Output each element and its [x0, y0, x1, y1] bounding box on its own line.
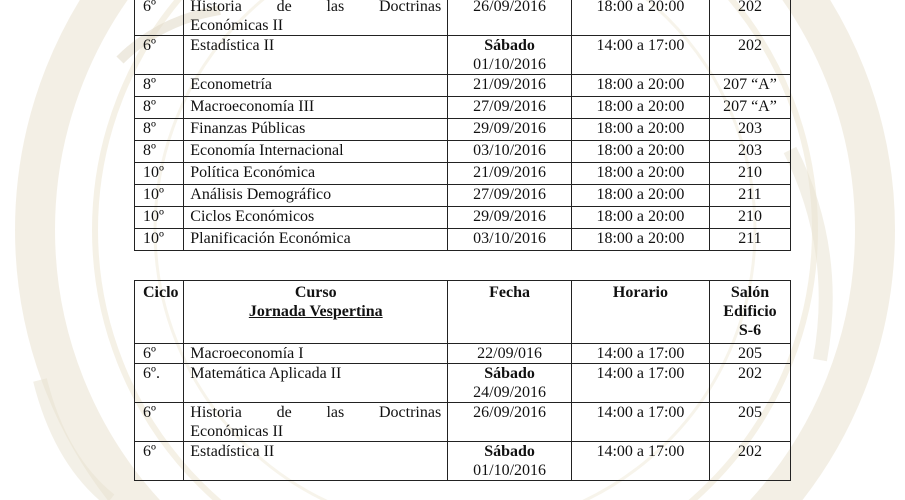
- fecha-cell: 03/10/2016: [448, 229, 572, 251]
- horario-cell: 18:00 a 20:00: [571, 141, 709, 163]
- curso-cell: Política Económica: [184, 163, 448, 185]
- header-curso: [184, 281, 448, 344]
- fecha-cell: 21/09/2016: [448, 75, 572, 97]
- horario-cell: 14:00 a 17:00: [571, 36, 709, 75]
- curso-cell: Historia de las Doctrinas Económicas II: [184, 0, 448, 36]
- fecha-cell: 26/09/2016: [448, 0, 572, 36]
- fecha-cell: Sábado 01/10/2016: [448, 442, 572, 481]
- table-row: [135, 36, 791, 75]
- ciclo-cell: 6º: [135, 36, 184, 75]
- ciclo-cell: 6º: [135, 442, 184, 481]
- salon-cell: 203: [709, 119, 790, 141]
- fecha-cell: Sábado 01/10/2016: [448, 36, 572, 75]
- horario-cell: 18:00 a 20:00: [571, 163, 709, 185]
- fecha-cell: 27/09/2016: [448, 97, 572, 119]
- header-ciclo: Ciclo: [135, 281, 184, 344]
- header-fecha: Fecha: [448, 281, 572, 344]
- ciclo-cell: 10º: [135, 163, 184, 185]
- salon-cell: 211: [709, 185, 790, 207]
- salon-cell: 202: [709, 442, 790, 481]
- curso-cell: Macroeconomía I: [184, 344, 448, 364]
- curso-cell: Estadística II: [184, 442, 448, 481]
- salon-cell: 202: [709, 0, 790, 36]
- ciclo-cell: 8º: [135, 97, 184, 119]
- curso-cell: Historia de las Doctrinas Económicas II: [184, 403, 448, 442]
- fecha-cell: 29/09/2016: [448, 207, 572, 229]
- fecha-cell: 26/09/2016: [448, 403, 572, 442]
- salon-cell: 210: [709, 163, 790, 185]
- table-row: [135, 141, 791, 163]
- horario-cell: 18:00 a 20:00: [571, 119, 709, 141]
- table-row: [135, 442, 791, 481]
- horario-cell: 14:00 a 17:00: [571, 442, 709, 481]
- table-row: [135, 229, 791, 251]
- table-header-row: [135, 281, 791, 344]
- ciclo-cell: 6º.: [135, 364, 184, 403]
- horario-cell: 18:00 a 20:00: [571, 75, 709, 97]
- horario-cell: 14:00 a 17:00: [571, 364, 709, 403]
- table-row: [135, 97, 791, 119]
- ciclo-cell: 10º: [135, 229, 184, 251]
- table-row: [135, 163, 791, 185]
- curso-cell: Economía Internacional: [184, 141, 448, 163]
- curso-cell: Econometría: [184, 75, 448, 97]
- schedule-table-vespertina: [134, 280, 791, 481]
- header-salon: Salón Edificio S-6: [709, 281, 790, 344]
- salon-cell: 205: [709, 403, 790, 442]
- horario-cell: 18:00 a 20:00: [571, 207, 709, 229]
- salon-cell: 203: [709, 141, 790, 163]
- curso-cell: Planificación Económica: [184, 229, 448, 251]
- salon-cell: 205: [709, 344, 790, 364]
- curso-cell: Finanzas Públicas: [184, 119, 448, 141]
- salon-cell: 210: [709, 207, 790, 229]
- ciclo-cell: 6º: [135, 344, 184, 364]
- salon-cell: 207 “A”: [709, 75, 790, 97]
- table-row: [135, 185, 791, 207]
- salon-cell: 211: [709, 229, 790, 251]
- table-row: [135, 207, 791, 229]
- fecha-cell: 21/09/2016: [448, 163, 572, 185]
- table-row: [135, 403, 791, 442]
- horario-cell: 14:00 a 17:00: [571, 344, 709, 364]
- fecha-cell: Sábado 24/09/2016: [448, 364, 572, 403]
- curso-cell: Ciclos Económicos: [184, 207, 448, 229]
- curso-cell: Estadística II: [184, 36, 448, 75]
- header-horario: Horario: [571, 281, 709, 344]
- header-curso-label: Curso: [294, 284, 337, 301]
- ciclo-cell: 8º: [135, 119, 184, 141]
- table-row: [135, 119, 791, 141]
- table-row: [135, 364, 791, 403]
- table-row: [135, 75, 791, 97]
- horario-cell: 18:00 a 20:00: [571, 97, 709, 119]
- salon-cell: 202: [709, 364, 790, 403]
- salon-cell: 207 “A”: [709, 97, 790, 119]
- ciclo-cell: 8º: [135, 75, 184, 97]
- ciclo-cell: 6º: [135, 0, 184, 36]
- fecha-cell: 29/09/2016: [448, 119, 572, 141]
- horario-cell: 18:00 a 20:00: [571, 0, 709, 36]
- fecha-cell: 03/10/2016: [448, 141, 572, 163]
- ciclo-cell: 8º: [135, 141, 184, 163]
- horario-cell: 18:00 a 20:00: [571, 229, 709, 251]
- fecha-cell: 27/09/2016: [448, 185, 572, 207]
- curso-cell: Macroeconomía III: [184, 97, 448, 119]
- ciclo-cell: 6º: [135, 403, 184, 442]
- table-row: [135, 0, 791, 36]
- table-row: [135, 344, 791, 364]
- curso-cell: Análisis Demográfico: [184, 185, 448, 207]
- horario-cell: 14:00 a 17:00: [571, 403, 709, 442]
- ciclo-cell: 10º: [135, 185, 184, 207]
- ciclo-cell: 10º: [135, 207, 184, 229]
- schedule-table-matutina-continuation: [134, 0, 791, 251]
- header-jornada: Jornada Vespertina: [248, 303, 383, 320]
- fecha-cell: 22/09/016: [448, 344, 572, 364]
- salon-cell: 202: [709, 36, 790, 75]
- horario-cell: 18:00 a 20:00: [571, 185, 709, 207]
- curso-cell: Matemática Aplicada II: [184, 364, 448, 403]
